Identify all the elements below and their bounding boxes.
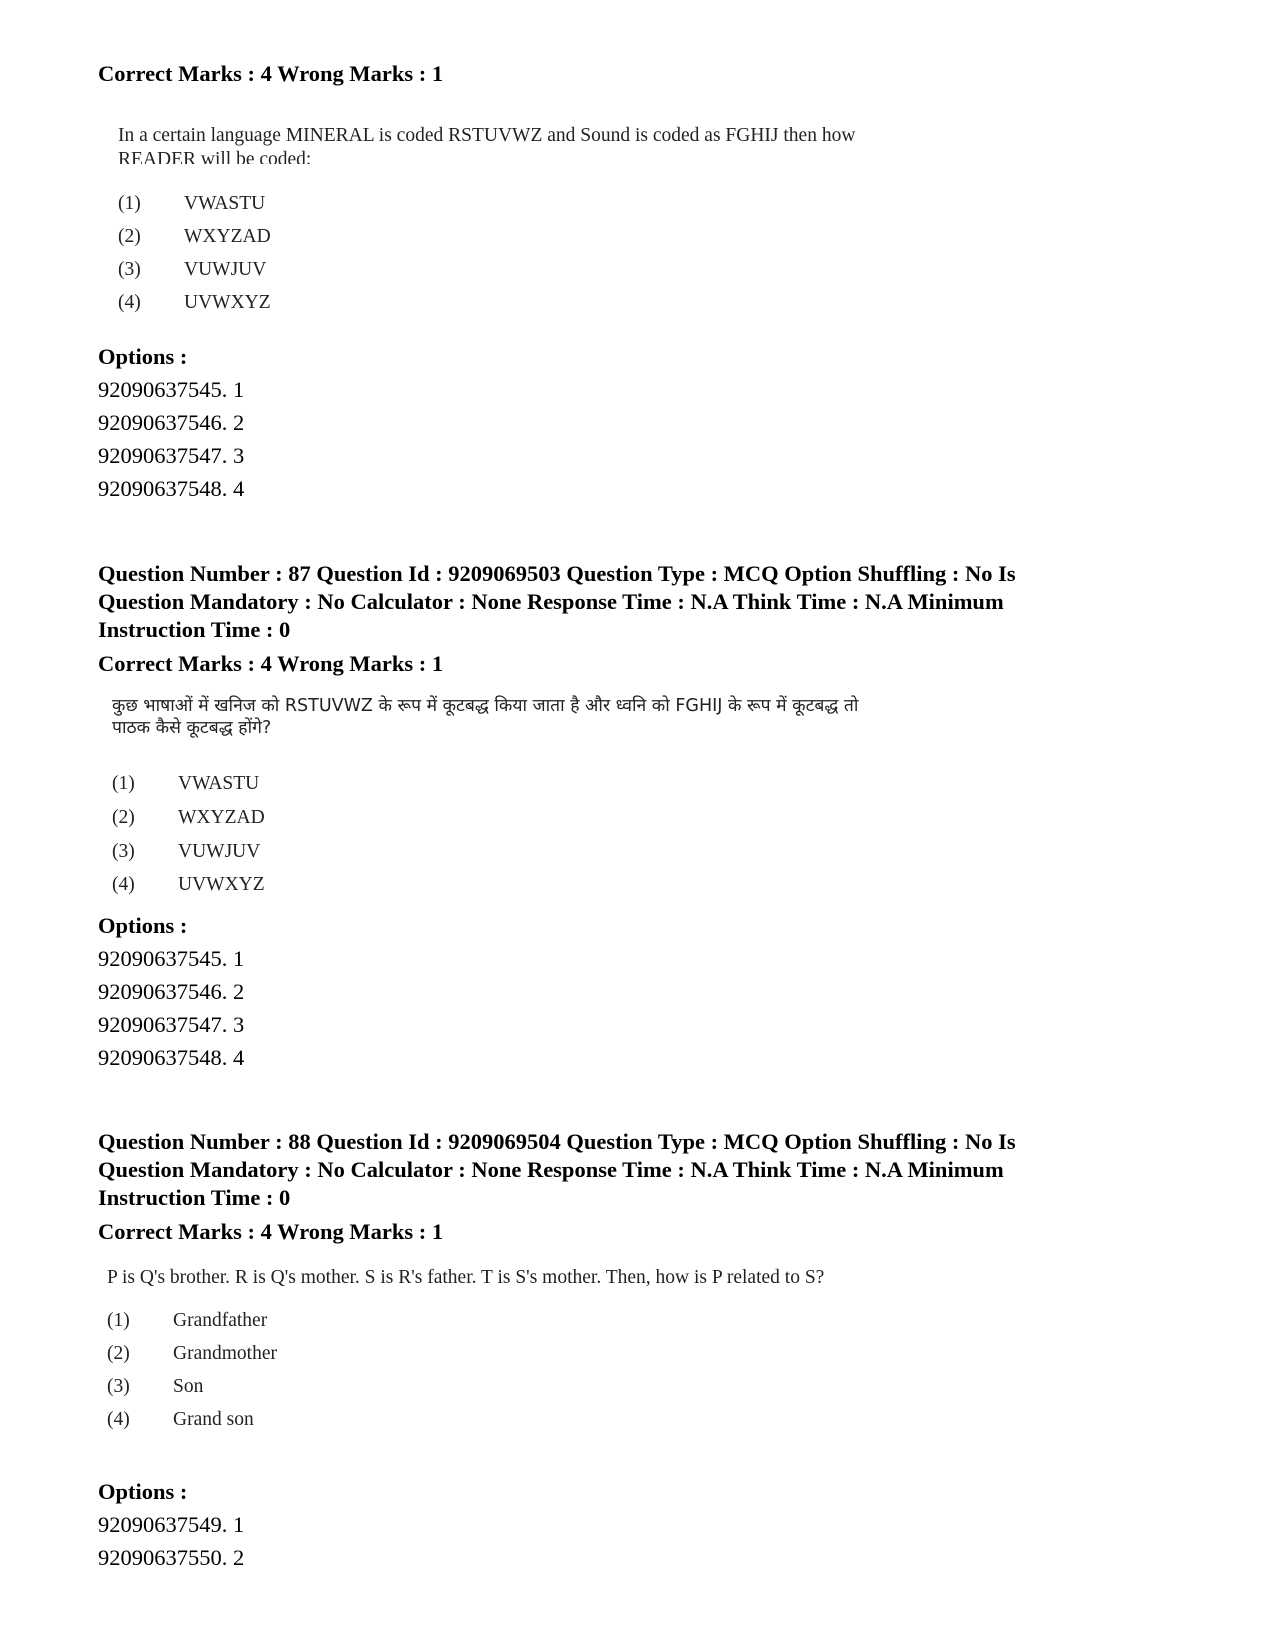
options-label: Options : xyxy=(98,344,188,369)
question-header-line: Instruction Time : 0 xyxy=(98,617,291,642)
correct-marks-line: Correct Marks : 4 Wrong Marks : 1 xyxy=(98,651,444,676)
choice-number: (1) xyxy=(118,193,141,214)
option-row: 92090637550. 2 xyxy=(98,1545,245,1570)
choice-number: (3) xyxy=(118,259,141,280)
choice-number: (1) xyxy=(107,1310,130,1331)
option-row: 92090637545. 1 xyxy=(98,946,245,971)
question-header-line: Question Mandatory : No Calculator : None Response Time : N.A Think Time : N.A Minimum xyxy=(98,1157,1004,1182)
question-header-line: Instruction Time : 0 xyxy=(98,1185,291,1210)
option-row: 92090637548. 4 xyxy=(98,1045,245,1070)
choice-text: VWASTU xyxy=(178,773,260,794)
choice-number: (4) xyxy=(112,874,135,895)
question-header-line: Question Number : 88 Question Id : 9209069504 Question Type : MCQ Option Shuffling : No Is xyxy=(98,1129,1016,1154)
option-row: 92090637547. 3 xyxy=(98,1012,245,1037)
question-text: कुछ भाषाओं में खनिज को RSTUVWZ के रूप में कूटबद्ध किया जाता है और ध्वनि को FGHIJ के रूप में कूटबद्ध तो xyxy=(112,696,859,716)
choice-number: (4) xyxy=(118,292,141,313)
choice-number: (4) xyxy=(107,1409,130,1430)
question-image xyxy=(118,124,1018,324)
options-label: Options : xyxy=(98,1479,188,1504)
option-row: 92090637546. 2 xyxy=(98,979,245,1004)
question-text-continued: READER will be coded: xyxy=(118,149,312,165)
question-header-line: Question Mandatory : No Calculator : None Response Time : N.A Think Time : N.A Minimum xyxy=(98,589,1004,614)
choice-number: (1) xyxy=(112,773,135,794)
correct-marks-line: Correct Marks : 4 Wrong Marks : 1 xyxy=(98,61,444,86)
choice-number: (2) xyxy=(118,226,141,247)
options-label: Options : xyxy=(98,913,188,938)
option-row: 92090637545. 1 xyxy=(98,377,245,402)
choice-number: (2) xyxy=(107,1343,130,1364)
question-header-line: Question Number : 87 Question Id : 9209069503 Question Type : MCQ Option Shuffling : No Is xyxy=(98,561,1016,586)
choice-text: VWASTU xyxy=(184,193,266,214)
option-row: 92090637546. 2 xyxy=(98,410,245,435)
choice-text: Grand son xyxy=(173,1409,254,1430)
question-image xyxy=(107,1266,1007,1436)
option-row: 92090637548. 4 xyxy=(98,476,245,501)
choice-number: (3) xyxy=(112,841,135,862)
choice-text: UVWXYZ xyxy=(184,292,271,313)
choice-text: VUWJUV xyxy=(184,259,267,280)
choice-text: WXYZAD xyxy=(184,226,271,247)
choice-text: Grandfather xyxy=(173,1310,268,1331)
question-text-continued: पाठक कैसे कूटबद्ध होंगे? xyxy=(112,717,272,738)
correct-marks-line: Correct Marks : 4 Wrong Marks : 1 xyxy=(98,1219,444,1244)
question-image xyxy=(112,696,1012,896)
choice-number: (2) xyxy=(112,807,135,828)
choice-text: WXYZAD xyxy=(178,807,265,828)
choice-text: Son xyxy=(173,1376,204,1397)
choice-text: UVWXYZ xyxy=(178,874,265,895)
choice-number: (3) xyxy=(107,1376,130,1397)
question-text: P is Q's brother. R is Q's mother. S is R's father. T is S's mother. Then, how is P related to S? xyxy=(107,1267,825,1288)
choice-text: VUWJUV xyxy=(178,841,261,862)
question-text: In a certain language MINERAL is coded RSTUVWZ and Sound is coded as FGHIJ then how xyxy=(118,125,856,146)
choice-text: Grandmother xyxy=(173,1343,277,1364)
option-row: 92090637549. 1 xyxy=(98,1512,245,1537)
option-row: 92090637547. 3 xyxy=(98,443,245,468)
